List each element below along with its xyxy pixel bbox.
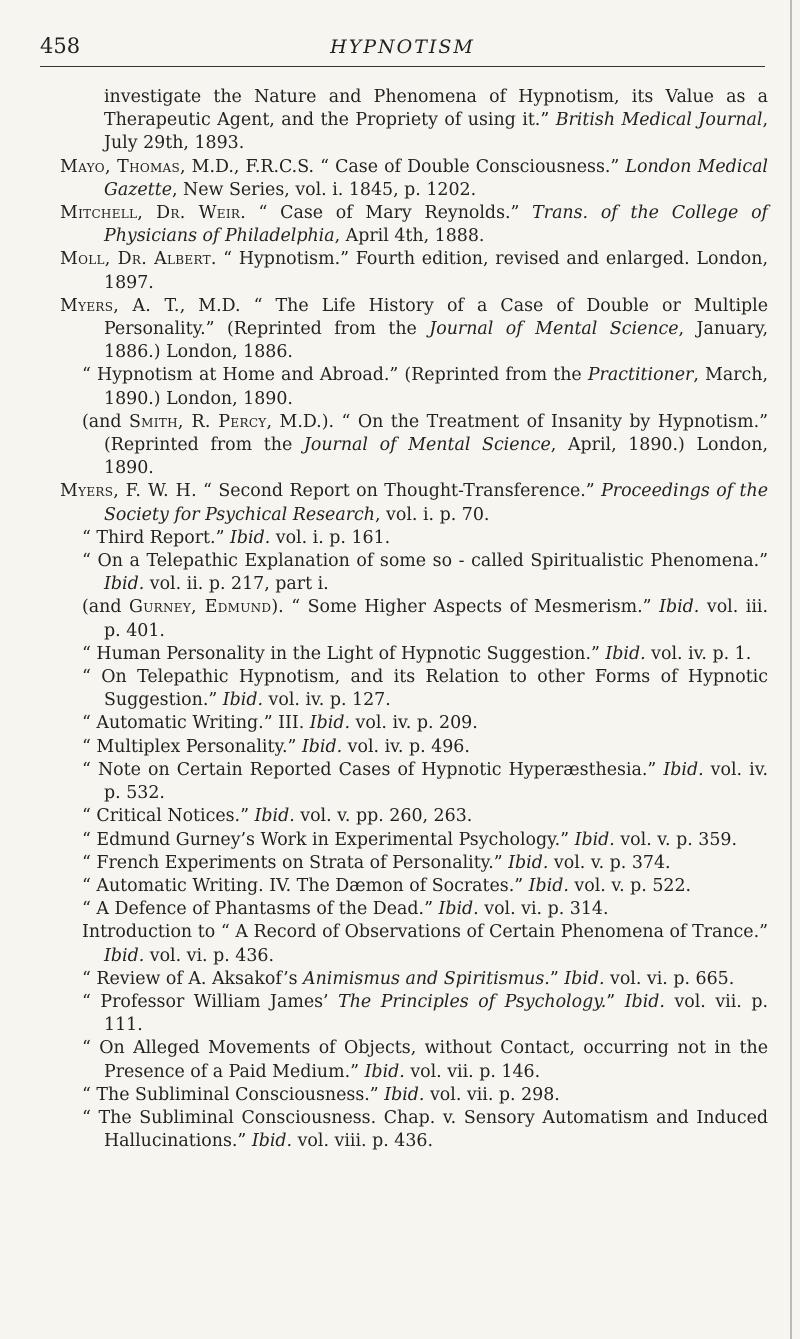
entry-text: , July 29th, 1893. [104, 110, 769, 154]
bibliography-entry [60, 1037, 768, 1083]
page-header [40, 34, 765, 64]
entry-italic: Ibid. [564, 968, 605, 989]
entry-text: vol. v. pp. 260, 263. [294, 806, 473, 827]
bibliography-entry [60, 364, 768, 410]
entry-italic: Ibid. [104, 574, 145, 595]
entry-italic: Animismus and Spiritismus. [303, 968, 550, 989]
entry-text: “ Third Report.” [82, 527, 230, 548]
entry-text: , New Series, vol. i. 1845, p. 1202. [171, 179, 477, 200]
entry-text: vol. vi. p. 314. [478, 899, 609, 920]
bibliography-entry [60, 991, 768, 1037]
bibliography-entry [60, 736, 768, 759]
entry-text: vol. vii. p. 298. [424, 1084, 560, 1105]
entry-text: vol. vii. p. 146. [404, 1061, 541, 1082]
entry-italic: Journal of Mental Science [429, 319, 679, 340]
entry-italic: Trans. of the College of Physicians of Philadelphia [104, 203, 768, 247]
entry-text: vol. iv. p. 496. [342, 736, 470, 757]
entry-text: “ French Experiments on Strata of Personality.” [82, 852, 509, 873]
entry-italic: Ibid. [438, 899, 479, 920]
entry-text: vol. iii. p. 401. [104, 597, 769, 641]
entry-text: investigate the Nature and Phenomena of Hypnotism, its Value as a Therapeutic Agent, and the Propriety of using it.” [104, 87, 768, 131]
entry-italic: Ibid. [605, 643, 646, 664]
entry-text: ” [606, 991, 625, 1012]
entry-italic: Ibid. [384, 1084, 425, 1105]
entry-text: , March, 1890.) London, 1890. [104, 365, 768, 409]
entry-italic: Ibid. [528, 875, 569, 896]
bibliography-entry [60, 1107, 768, 1153]
entry-text: . “ Second Report on Thought-Transference.” [191, 481, 602, 502]
bibliography-entry [60, 759, 768, 805]
page-edge [790, 0, 792, 1339]
entry-text: “ Human Personality in the Light of Hypnotic Suggestion.” [82, 643, 606, 664]
entry-text: , M.D. “ The Life History of a Case of Double or Multiple Personality.” (Reprinted from the [104, 295, 768, 340]
bibliography-entry [60, 202, 768, 248]
entry-italic: Ibid. [222, 690, 263, 711]
bibliography-entry [60, 875, 768, 898]
entry-author: Moll, Dr. Albert [60, 249, 211, 270]
bibliography-entry [60, 643, 768, 666]
bibliography-entry [60, 852, 768, 875]
bibliography-entry [60, 898, 768, 921]
entry-text: “ The Subliminal Consciousness. Chap. v. Sensory Automatism and Induced Hallucinations.” [82, 1107, 768, 1152]
entry-author: Myers, F. W. H [60, 481, 192, 502]
bibliography-entry [60, 596, 768, 642]
entry-author: Mitchell, Dr. Weir [60, 203, 241, 224]
entry-text: (and [82, 411, 129, 432]
entry-author: Myers, A. T. [60, 295, 180, 316]
entry-text: vol. i. p. 161. [270, 527, 391, 548]
entry-text: Introduction to “ A Record of Observations of Certain Phenomena of Trance.” [82, 922, 768, 943]
entry-text: (and [82, 597, 130, 618]
entry-text: vol. v. p. 374. [548, 852, 671, 873]
entry-text: “ Edmund Gurney’s Work in Experimental Psychology.” [82, 829, 575, 850]
entry-italic: Ibid. [574, 829, 615, 850]
bibliography-entry [60, 527, 768, 550]
entry-text: , January, 1886.) London, 1886. [104, 319, 768, 363]
entry-text: vol. iv. p. 127. [263, 690, 391, 711]
entry-text: “ Hypnotism at Home and Abroad.” (Reprinted from the [82, 365, 588, 386]
entry-text: vol. ii. p. 217, part i. [144, 574, 329, 595]
entry-text: vol. v. p. 359. [614, 829, 737, 850]
entry-text: “ Automatic Writing. IV. The Dæmon of Socrates.” [82, 875, 529, 896]
entry-text: “ Multiplex Personality.” [82, 736, 302, 757]
entry-author: Mayo, Thomas [60, 156, 181, 177]
entry-italic: Ibid. [230, 527, 271, 548]
bibliography-entry [60, 1084, 768, 1107]
entry-text: ). “ Some Higher Aspects of Mesmerism.” [271, 597, 660, 618]
entry-text: , M.D., F.R.C.S. “ Case of Double Consciousness.” [180, 156, 626, 177]
entry-italic: Proceedings of the Society for Psychical Research [104, 481, 769, 525]
entry-text: , April, 1890.) London, 1890. [104, 435, 768, 479]
entry-text: “ A Defence of Phantasms of the Dead.” [82, 899, 439, 920]
bibliography-entry [60, 86, 768, 156]
entry-text: “ Note on Certain Reported Cases of Hypnotic Hyperæsthesia.” [82, 759, 664, 780]
bibliography-entry [60, 805, 768, 828]
entry-text: “ Automatic Writing.” III. [82, 713, 310, 734]
entry-author: Smith, R. Percy [128, 411, 267, 432]
entry-text: vol. vii. p. 111. [104, 991, 769, 1036]
entry-text: vol. vi. p. 665. [604, 968, 735, 989]
entry-italic: Ibid. [663, 759, 704, 780]
entry-text: ” [549, 968, 565, 989]
entry-text: “ Review of A. Aksakof’s [82, 968, 304, 989]
entry-text: , vol. i. p. 70. [374, 504, 490, 525]
entry-text: “ The Subliminal Consciousness.” [82, 1084, 385, 1105]
entry-italic: Ibid. [309, 713, 351, 734]
bibliography-entry [60, 712, 768, 735]
entry-italic: Ibid. [251, 1131, 293, 1152]
bibliography-entry [60, 666, 768, 712]
entry-text: vol. v. p. 522. [568, 875, 692, 896]
entry-text: vol. iv. p. 1. [645, 643, 752, 664]
header-rule [40, 66, 765, 67]
running-title: HYPNOTISM [330, 36, 475, 58]
entry-italic: Ibid. [364, 1061, 405, 1082]
entry-italic: The Principles of Psychology. [338, 991, 607, 1012]
entry-text: , M.D.). “ On the Treatment of Insanity by Hypnotism.” (Reprinted from the [104, 411, 769, 456]
entry-text: . “ Case of Mary Reynolds.” [240, 203, 533, 224]
entry-italic: Practitioner [587, 365, 694, 386]
page-number: 458 [40, 34, 81, 58]
entry-text: vol. iv. p. 209. [350, 713, 478, 734]
bibliography-entry [60, 295, 768, 365]
bibliography-entry [60, 480, 768, 526]
entry-text: vol. viii. p. 436. [292, 1131, 433, 1152]
entry-text: vol. iv. p. 532. [104, 759, 768, 804]
entry-text: “ Professor William James’ [82, 991, 339, 1012]
entry-italic: Ibid. [624, 991, 665, 1012]
bibliography-entry [60, 968, 768, 991]
entry-italic: Ibid. [301, 736, 343, 757]
entry-italic: Journal of Mental Science [303, 435, 551, 456]
entry-text: , April 4th, 1888. [334, 226, 485, 247]
entry-text: “ On Telepathic Hypnotism, and its Relation to other Forms of Hypnotic Suggestion.” [82, 667, 768, 711]
bibliography-entry [60, 550, 768, 596]
bibliography-entry [60, 411, 768, 481]
bibliography-list [60, 86, 768, 1153]
entry-text: “ On Alleged Movements of Objects, without Contact, occurring not in the Presence of a Paid Medium.” [82, 1038, 768, 1082]
entry-italic: Ibid. [659, 597, 700, 618]
entry-text: “ On a Telepathic Explanation of some so - called Spiritualistic Phenomena.” [82, 551, 768, 572]
entry-author: Gurney, Edmund [129, 597, 272, 618]
entry-text: vol. vi. p. 436. [144, 945, 275, 966]
entry-italic: London Medical Gazette [104, 156, 768, 200]
bibliography-entry [60, 248, 768, 294]
bibliography-entry [60, 829, 768, 852]
entry-italic: Ibid. [104, 945, 145, 966]
entry-text: “ Critical Notices.” [82, 806, 255, 827]
entry-italic: Ibid. [254, 806, 295, 827]
entry-italic: Ibid. [508, 852, 549, 873]
entry-italic: British Medical Journal [555, 110, 763, 131]
bibliography-entry [60, 156, 768, 202]
bibliography-entry [60, 921, 768, 967]
entry-text: . “ Hypnotism.” Fourth edition, revised and enlarged. London, 1897. [104, 249, 768, 293]
